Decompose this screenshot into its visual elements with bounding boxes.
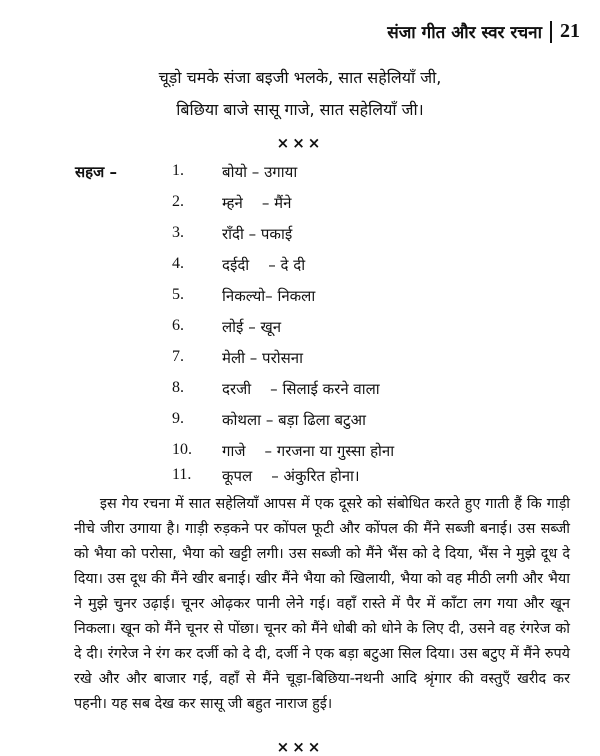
page-number: 21	[560, 20, 580, 42]
explanation-paragraph: इस गेय रचना में सात सहेलियाँ आपस में एक दूसरे को संबोधित करते हुए गाती हैं कि गाड़ी नीचे जीरा उगाया है। गाड़ी रुड़कने पर कोंपल फूटी और कोंपल की मैंने सब्जी बनाई। उस सब्जी को भैया को परोसा, भैया को खट्टी लगी। उस सब्जी को मैंने भैंस को दे दिया, भैंस ने मुझे दूध दे दिया। उस दूध की मैंने खीर बनाई। खीर मैंने भैया को खिलायी, भैया को वह मीठी लगी और भैया ने मुझे चुनर उढ़ाई। चूनर ओढ़कर पानी लेने गई। वहाँ रास्ते में पैर में काँटा लग गया और खून निकला। खून को मैंने चूनर से पोंछा। चूनर को मैंने धोबी को धोने के लिए दी, उसने वह रंगरेज को दे दी। रंगरेज ने रंग कर दर्जी को दे दी, दर्जी ने एक बड़ा बटुआ सिल दिया। उस बटुए में मैंने रुपये रखे और और बाजार गई, वहाँ से मैंने चूड़ा-बिछिया-नथनी आदि श्रृंगार की वस्तुएँ खरीद कर पहनी। यह सब देख कर सासू जी बहुत नाराज हुई।	[74, 496, 570, 712]
glossary-item	[0, 379, 600, 407]
glossary-item	[0, 441, 600, 469]
glossary-item-term: निकल्यो– निकला	[222, 287, 316, 305]
glossary-item-number: 8.	[172, 379, 184, 396]
glossary-item-number: 1.	[172, 162, 184, 179]
glossary-item	[0, 410, 600, 438]
glossary-item	[0, 317, 600, 345]
glossary-item	[0, 193, 600, 221]
glossary-item-number: 7.	[172, 348, 184, 365]
glossary-item	[0, 466, 600, 494]
glossary-item-term: मेली – परोसना	[222, 349, 303, 367]
section-separator-top: ×××	[276, 134, 324, 152]
glossary-item-number: 3.	[172, 224, 184, 241]
chapter-title: संजा गीत और स्वर रचना	[387, 23, 542, 43]
glossary-label: सहज –	[75, 163, 117, 181]
glossary-item-term: लोई – खून	[222, 318, 282, 336]
glossary-item-term: कूपल – अंकुरित होना।	[222, 467, 360, 485]
verse-line-1: चूड़ो चमके संजा बइजी भलके, सात सहेलियाँ जी,	[158, 68, 442, 87]
glossary-item-number: 2.	[172, 193, 184, 210]
running-head	[387, 20, 580, 43]
glossary-item-number: 11.	[172, 466, 192, 483]
glossary-item-term: राँदी – पकाई	[222, 225, 293, 243]
glossary-item-term: बोयो – उगाया	[222, 163, 298, 181]
glossary-item-number: 10.	[172, 441, 192, 458]
glossary-item-term: दईदी – दे दी	[222, 256, 306, 274]
glossary-item-term: कोथला – बड़ा ढिला बटुआ	[222, 411, 366, 429]
glossary-item-number: 6.	[172, 317, 184, 334]
glossary-item	[0, 286, 600, 314]
section-separator-bottom: ×××	[276, 738, 324, 756]
glossary-item-number: 5.	[172, 286, 184, 303]
glossary-item-number: 9.	[172, 410, 184, 427]
glossary-item-term: दरजी – सिलाई करने वाला	[222, 380, 380, 398]
glossary-item	[0, 224, 600, 252]
glossary-item-term: गाजे – गरजना या गुस्सा होना	[222, 442, 395, 460]
glossary-item	[0, 255, 600, 283]
header-divider	[550, 21, 552, 43]
verse-line-2: बिछिया बाजे सासू गाजे, सात सहेलियाँ जी।	[176, 100, 424, 119]
glossary-item	[0, 348, 600, 376]
glossary-item-number: 4.	[172, 255, 184, 272]
glossary-item	[0, 162, 600, 190]
glossary-item-term: म्हने – मैंने	[222, 194, 292, 212]
